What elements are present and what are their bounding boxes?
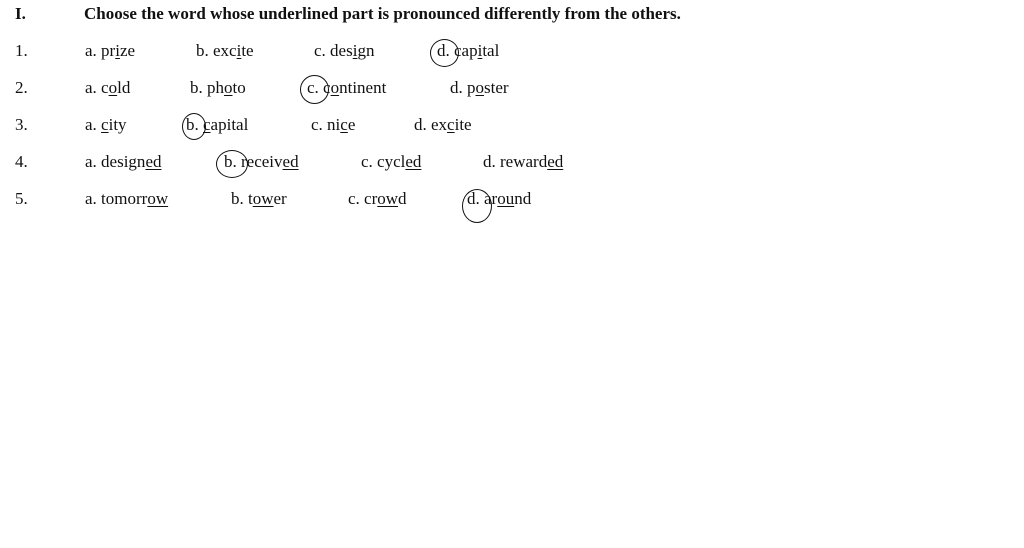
option-3c: c. nice [311, 115, 356, 134]
option-5b: b. tower [231, 189, 287, 208]
question-number: 1. [15, 41, 28, 60]
option-1b: b. excite [196, 41, 254, 60]
option-3b: b. capital [186, 115, 249, 134]
option-1c: c. design [314, 41, 375, 60]
option-3a: a. city [85, 115, 127, 134]
option-4d: d. rewarded [483, 152, 564, 171]
option-3d: d. excite [414, 115, 472, 134]
option-4b: b. received [224, 152, 299, 171]
option-2a: a. cold [85, 78, 131, 97]
question-number: 3. [15, 115, 28, 134]
option-4a: a. designed [85, 152, 162, 171]
option-5c: c. crowd [348, 189, 407, 208]
section-number: I. [15, 4, 26, 23]
question-number: 2. [15, 78, 28, 97]
option-2b: b. photo [190, 78, 246, 97]
instruction-text: Choose the word whose underlined part is pronounced differently from the others. [84, 4, 681, 23]
option-4c: c. cycled [361, 152, 422, 171]
option-1d: d. capital [437, 41, 500, 60]
question-number: 4. [15, 152, 28, 171]
option-1a: a. prize [85, 41, 136, 60]
option-5d: d. around [467, 189, 532, 208]
option-5a: a. tomorrow [85, 189, 169, 208]
option-2d: d. poster [450, 78, 509, 97]
question-number: 5. [15, 189, 28, 208]
option-2c: c. continent [307, 78, 387, 97]
